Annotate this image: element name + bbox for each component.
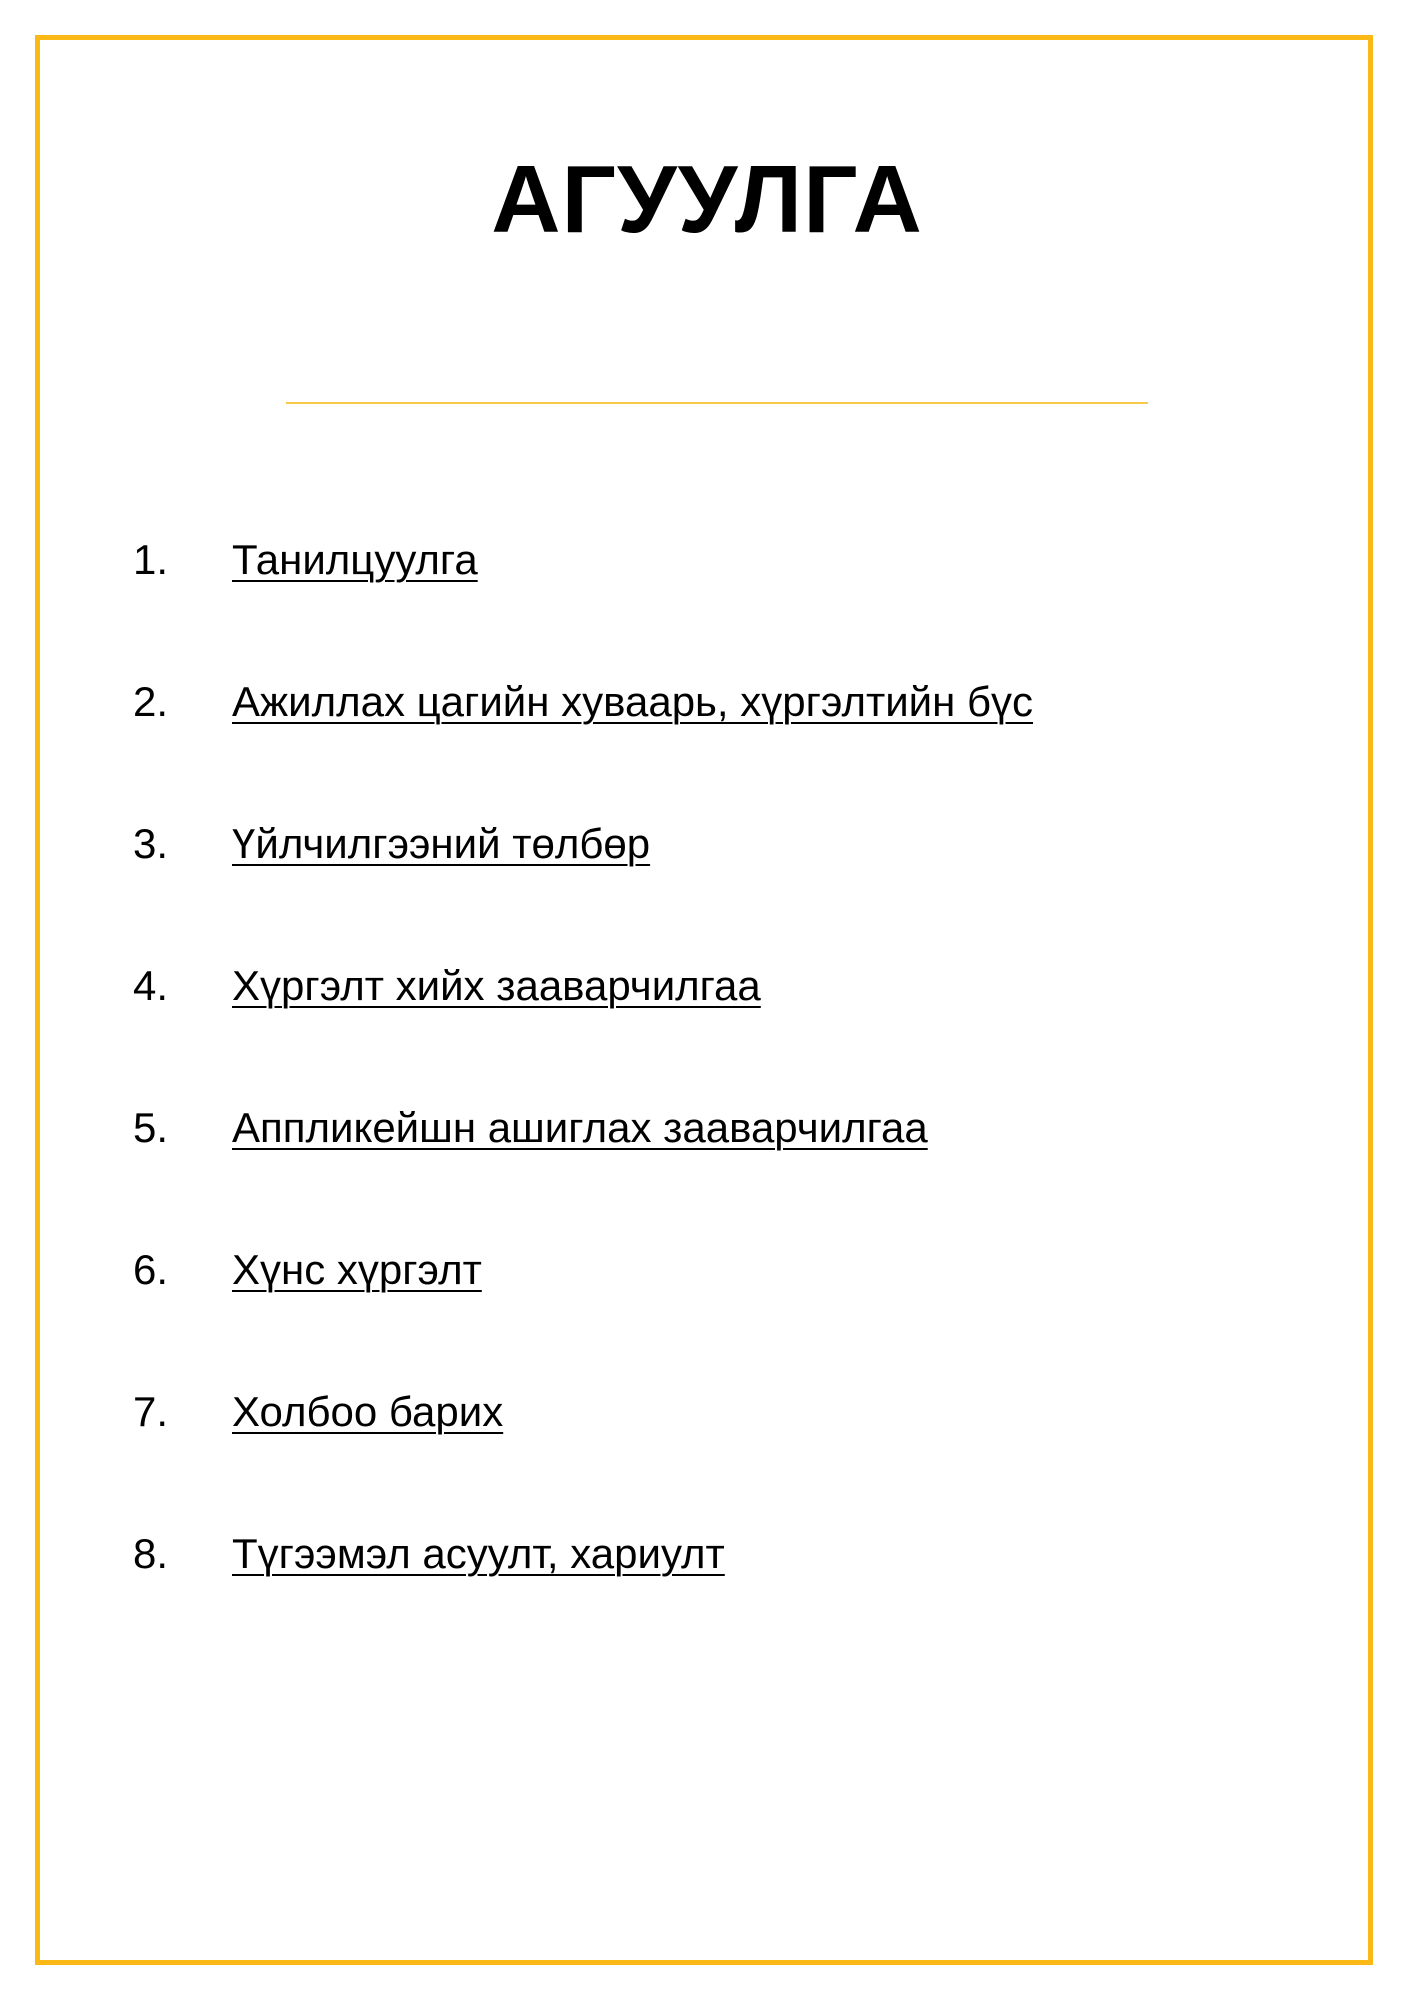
toc-number: 1. — [133, 536, 169, 583]
toc-link-faq[interactable]: Түгээмэл асуулт, хариулт — [232, 1530, 725, 1577]
title-divider — [286, 402, 1148, 404]
toc-link-contact[interactable]: Холбоо барих — [232, 1388, 504, 1435]
toc-item-8 — [0, 1524, 1414, 1666]
toc-number: 2. — [133, 678, 169, 725]
toc-number: 6. — [133, 1246, 169, 1293]
toc-item-7 — [0, 1382, 1414, 1524]
toc-item-4 — [0, 956, 1414, 1098]
table-of-contents — [0, 530, 1414, 1666]
toc-item-1 — [0, 530, 1414, 672]
toc-link-app-instructions[interactable]: Аппликейшн ашиглах зааварчилгаа — [232, 1104, 928, 1151]
toc-item-6 — [0, 1240, 1414, 1382]
toc-link-introduction[interactable]: Танилцуулга — [232, 536, 478, 583]
toc-number: 5. — [133, 1104, 169, 1151]
toc-item-3 — [0, 814, 1414, 956]
toc-number: 3. — [133, 820, 169, 867]
toc-link-service-fee[interactable]: Үйлчилгээний төлбөр — [232, 820, 651, 867]
toc-number: 4. — [133, 962, 169, 1009]
toc-number: 7. — [133, 1388, 169, 1435]
toc-link-delivery-instructions[interactable]: Хүргэлт хийх зааварчилгаа — [232, 962, 761, 1009]
toc-link-food-delivery[interactable]: Хүнс хүргэлт — [232, 1246, 482, 1293]
toc-number: 8. — [133, 1530, 169, 1577]
toc-link-schedule-delivery-zone[interactable]: Ажиллах цагийн хуваарь, хүргэлтийн бүс — [232, 678, 1034, 725]
page-title: АГУУЛГА — [491, 146, 923, 253]
toc-item-5 — [0, 1098, 1414, 1240]
toc-item-2 — [0, 672, 1414, 814]
